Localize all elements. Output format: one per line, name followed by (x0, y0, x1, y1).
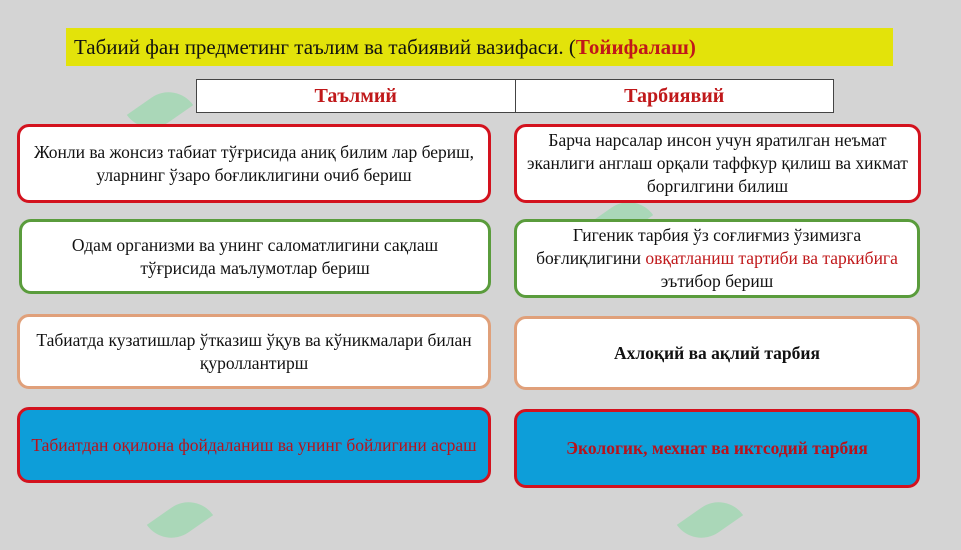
box-text: Табиатдан оқилона фойдаланиш ва унинг бойлигини асраш (31, 434, 477, 455)
upbringing-box-2 (514, 219, 920, 298)
box-text: Табиатда кузатишлар ўтказиш ўқув ва кўникмалари билан қуроллантирш (36, 329, 472, 373)
box-text: Экологик, мехнат ва иктсодий тарбия (566, 438, 868, 458)
column-header-educational: Таълмий (314, 85, 397, 107)
box-text-part: Гигеник тарбия ўз соғлиғмиз ўзимизга боғлиқлигини (536, 225, 862, 268)
educational-box-3 (17, 314, 491, 389)
box-text: Одам организми ва унинг саломатлигини сақлаш тўғрисида маълумотлар бериш (71, 234, 439, 278)
column-header-upbringing: Тарбиявий (515, 80, 834, 112)
educational-box-4 (17, 407, 491, 483)
title-highlight: Тойифалаш) (575, 35, 696, 59)
box-text: Барча нарсалар инсон учун яратилган неъмат эканлиги англаш орқали таффкур қилиш ва хикмат боргилгини билиш (527, 130, 908, 196)
box-text-part: эътибор бериш (660, 271, 774, 291)
box-text: Ахлоқий ва ақлий тарбия (614, 342, 820, 363)
educational-box-2 (19, 219, 491, 294)
slide-title (66, 28, 893, 66)
box-text (527, 224, 907, 293)
watermark-leaf (147, 491, 213, 550)
column-header-table (196, 79, 834, 113)
upbringing-box-4 (514, 409, 920, 488)
title-text: Табиий фан предметинг таълим ва табиявий вазифаси. ( (74, 35, 576, 59)
upbringing-box-3 (514, 316, 920, 390)
box-text: Жонли ва жонсиз табиат тўғрисида аниқ билим лар бериш, уларнинг ўзаро боғликлигини очиб бериш (33, 141, 475, 185)
educational-box-1 (17, 124, 491, 203)
watermark-leaf (677, 491, 743, 550)
upbringing-box-1 (514, 124, 921, 203)
box-text-highlight: овқатланиш тартиби ва таркибига (645, 248, 898, 268)
